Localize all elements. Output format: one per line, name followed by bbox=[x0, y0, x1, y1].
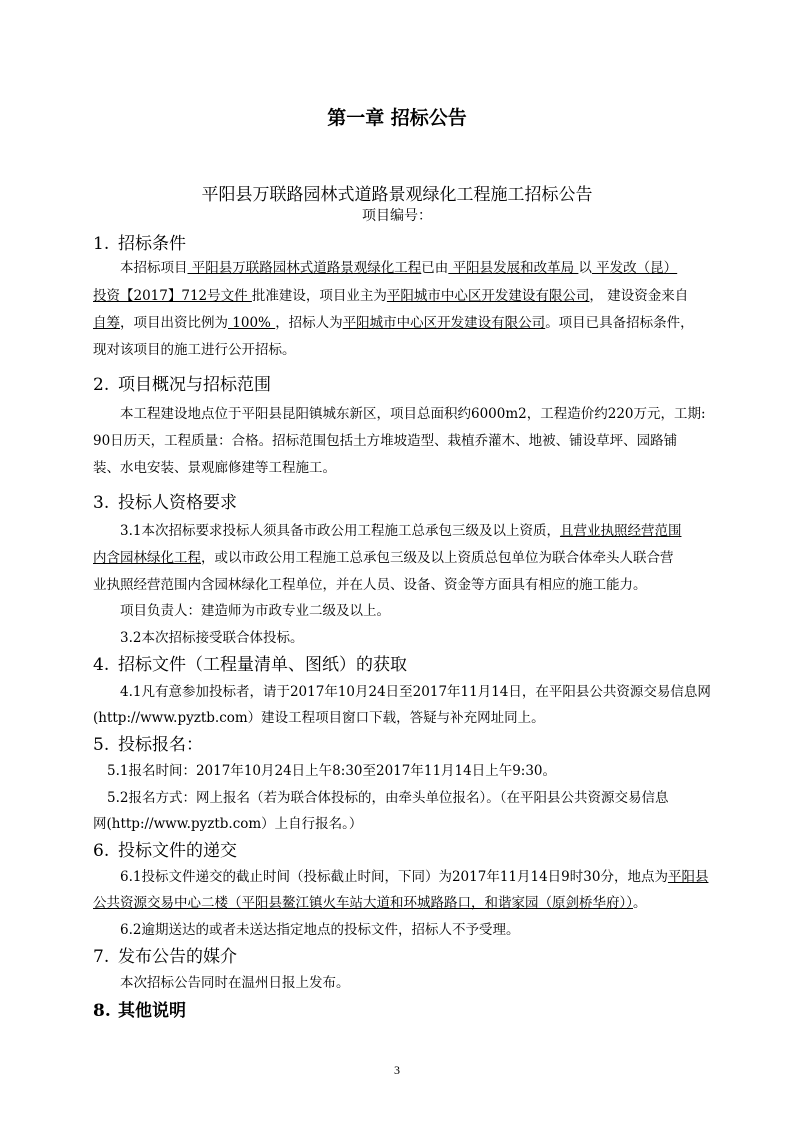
s2-line-1: 本工程建设地点位于平阳县昆阳镇城东新区，项目总面积约6000m2，工程造价约220万元，工期: bbox=[120, 406, 706, 422]
section-number: 2. bbox=[93, 375, 110, 395]
s6-line-3: 6.2逾期送达的或者未送达指定地点的投标文件，招标人不予受理。 bbox=[120, 922, 520, 938]
section-title: 发布公告的媒介 bbox=[118, 947, 237, 967]
text: ， 建设资金来自 bbox=[589, 288, 689, 304]
submission-location: 平阳县 bbox=[667, 869, 709, 885]
s6-line-2 bbox=[93, 891, 647, 911]
text: 以 bbox=[578, 260, 592, 276]
text: ，或以市政公用工程施工总承包三级及以上资质总包单位为联合体牵头人联合营 bbox=[201, 550, 674, 566]
s3-line-1 bbox=[120, 519, 681, 539]
tenderer-name: 平阳城市中心区开发建设有限公司 bbox=[342, 315, 546, 331]
text: 6.1投标文件递交的截止时间（投标截止时间，下同）为2017年11月14日9时30分，地点为 bbox=[120, 869, 668, 885]
s5-line-3: 网(http://www.pyztb.com）上自行报名。） bbox=[93, 816, 363, 832]
submission-location: 公共资源交易中心二楼（平阳县鳌江镇火车站大道和环城路路口，和谐家园（原剑桥华府）） bbox=[93, 895, 633, 911]
section-3-heading bbox=[93, 488, 237, 513]
section-title: 招标文件（工程量清单、图纸）的获取 bbox=[118, 655, 407, 675]
section-number: 4. bbox=[93, 655, 110, 675]
s1-line-3 bbox=[93, 311, 694, 331]
section-number: 7. bbox=[93, 947, 110, 967]
section-title: 投标人资格要求 bbox=[118, 493, 237, 513]
s4-line-1: 4.1凡有意参加投标者，请于2017年10月24日至2017年11月14日，在平阳县公共资源交易信息网 bbox=[120, 684, 711, 700]
section-5-heading bbox=[93, 730, 203, 755]
s7-line-1: 本次招标公告同时在温州日报上发布。 bbox=[120, 975, 350, 991]
section-1-heading bbox=[93, 229, 186, 254]
s3-line-2 bbox=[93, 546, 674, 566]
s2-line-2: 90日历天，工程质量：合格。招标范围包括土方堆坡造型、栽植乔灌木、地被、铺设草坪、园路铺 bbox=[93, 433, 678, 449]
s5-line-2: 5.2报名方式：网上报名（若为联合体投标的，由牵头单位报名）。（在平阳县公共资源交易信息 bbox=[107, 790, 669, 806]
text: 。 bbox=[633, 895, 647, 911]
text: 批准建设，项目业主为 bbox=[251, 288, 387, 304]
section-number: 3. bbox=[93, 493, 110, 513]
section-8-heading bbox=[93, 996, 186, 1021]
license-scope: 内含园林绿化工程 bbox=[93, 550, 201, 566]
funding-ratio: 100% bbox=[228, 315, 276, 331]
approval-doc: 投资【2017】712号文件 bbox=[93, 288, 252, 304]
text: ，项目出资比例为 bbox=[120, 315, 228, 331]
section-number: 1. bbox=[93, 234, 110, 254]
section-2-heading bbox=[93, 370, 271, 395]
chapter-title: 第一章 招标公告 bbox=[327, 107, 467, 129]
section-6-heading bbox=[93, 836, 237, 861]
text: 已由 bbox=[421, 260, 449, 276]
approval-authority: 平阳县发展和改革局 bbox=[448, 260, 579, 276]
s6-line-1 bbox=[120, 865, 708, 885]
approval-doc: 平发改（昆） bbox=[591, 260, 678, 276]
section-number: 8. bbox=[93, 1001, 111, 1021]
project-name: 平阳县万联路园林式道路景观绿化工程 bbox=[187, 260, 422, 276]
funding-source: 自筹 bbox=[93, 315, 120, 331]
section-title: 项目概况与招标范围 bbox=[118, 375, 271, 395]
s4-line-2: (http://www.pyztb.com）建设工程项目窗口下载，答疑与补充网址同上。 bbox=[93, 710, 545, 726]
section-title: 投标文件的递交 bbox=[118, 841, 237, 861]
text: 本招标项目 bbox=[120, 260, 188, 276]
s1-line-4: 现对该项目的施工进行公开招标。 bbox=[93, 342, 296, 358]
section-title: 招标条件 bbox=[118, 234, 186, 254]
section-7-heading bbox=[93, 942, 237, 967]
section-4-heading bbox=[93, 650, 407, 675]
s1-line-1 bbox=[120, 256, 677, 276]
s1-line-2 bbox=[93, 284, 688, 304]
s3-line-4: 项目负责人：建造师为市政专业二级及以上。 bbox=[120, 603, 390, 619]
s3-line-3: 业执照经营范围内含园林绿化工程单位，并在人员、设备、资金等方面具有相应的施工能力。 bbox=[93, 577, 647, 593]
s2-line-3: 装、水电安装、景观廊修建等工程施工。 bbox=[93, 460, 336, 476]
text: 3.1本次招标要求投标人须具备市政公用工程施工总承包三级及以上资质， bbox=[120, 523, 560, 539]
license-scope: 且营业执照经营范围 bbox=[559, 523, 682, 539]
s5-line-1: 5.1报名时间：2017年10月24日上午8:30至2017年11月14日上午9:30。 bbox=[107, 763, 557, 779]
section-number: 5. bbox=[93, 735, 110, 755]
s3-line-5: 3.2本次招标接受联合体投标。 bbox=[120, 630, 304, 646]
notice-title: 平阳县万联路园林式道路景观绿化工程施工招标公告 bbox=[201, 185, 593, 205]
text: 。项目已具备招标条件， bbox=[545, 315, 694, 331]
section-title: 其他说明 bbox=[118, 1001, 186, 1021]
project-number-label: 项目编号： bbox=[362, 208, 432, 224]
owner-name: 平阳城市中心区开发建设有限公司 bbox=[386, 288, 590, 304]
page-number: 3 bbox=[394, 1063, 400, 1077]
section-number: 6. bbox=[93, 841, 110, 861]
text: ，招标人为 bbox=[275, 315, 343, 331]
section-title: 投标报名： bbox=[118, 735, 203, 755]
